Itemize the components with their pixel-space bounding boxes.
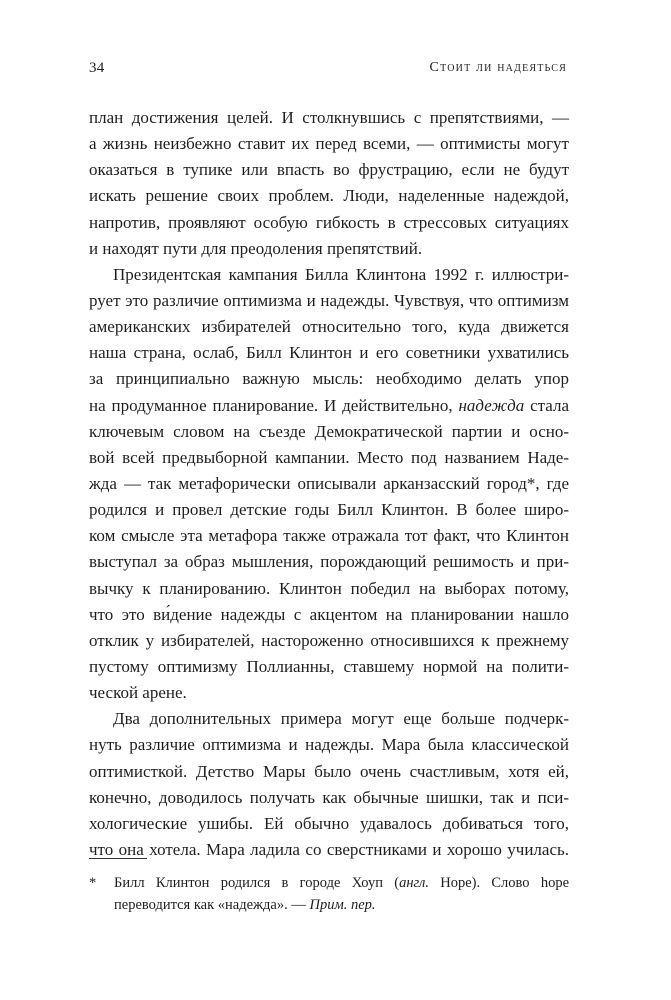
text-line: за принципиально важную мысль: необходимо делать упор bbox=[89, 369, 569, 389]
text-line: хологические ушибы. Ей обычно удавалось добиваться того, bbox=[89, 813, 569, 833]
text-line: что она хотела. Мара ладила со сверстниками и хорошо училась. bbox=[89, 839, 569, 859]
text-line: оказаться в тупике или впасть во фрустрацию, если не будут bbox=[89, 160, 569, 180]
text-line: пустому оптимизму Поллианны, ставшему нормой на полити- bbox=[89, 656, 569, 676]
emphasis-word: Прим. пер. bbox=[309, 897, 376, 913]
page-number: 34 bbox=[89, 60, 105, 76]
text-line: искать решение своих проблем. Люди, наделенные надеждой, bbox=[89, 186, 569, 206]
text-line: а жизнь неизбежно ставит их перед всеми, — оптимисты могут bbox=[89, 134, 569, 154]
text-line: отклик у избирателей, настороженно относившихся к прежнему bbox=[89, 630, 569, 650]
text-line: ком смысле эта метафора также отражала тот факт, что Клинтон bbox=[89, 526, 569, 546]
emphasis-word: надежда bbox=[458, 395, 525, 415]
text-line: ключевым словом на съезде Демократической партии и осно- bbox=[89, 421, 569, 441]
text-line: нуть различие оптимизма и надежды. Мара была классической bbox=[89, 735, 569, 755]
text-segment: на продуманное планирование. И действительно, bbox=[89, 395, 459, 415]
text-line: конечно, доводилось получать как обычные шишки, так и пси- bbox=[89, 787, 569, 807]
text-segment: переводится как «надежда». — bbox=[114, 897, 310, 913]
text-line-with-emphasis bbox=[89, 393, 569, 419]
text-line: наша страна, ослаб, Билл Клинтон и его советники ухватились bbox=[89, 343, 569, 363]
paragraph bbox=[89, 706, 569, 863]
footnote-line bbox=[89, 872, 569, 894]
text-segment: Билл Клинтон родился в городе Хоуп ( bbox=[114, 875, 400, 891]
running-title: Стоит ли надеяться bbox=[429, 60, 567, 75]
text-line: родился и провел детские годы Билл Клинтон. В более широ- bbox=[89, 500, 569, 520]
paragraph bbox=[89, 105, 569, 262]
text-line: напротив, проявляют особую гибкость в стрессовых ситуациях bbox=[89, 212, 569, 232]
text-line: Президентская кампания Билла Клинтона 1992 г. иллюстри- bbox=[113, 264, 569, 284]
text-line: рует это различие оптимизма и надежды. Чувствуя, что оптимизм bbox=[89, 290, 569, 310]
text-line: план достижения целей. И столкнувшись с препятствиями, — bbox=[89, 108, 569, 127]
paragraph bbox=[89, 262, 569, 706]
footnote-divider bbox=[89, 858, 147, 859]
running-head bbox=[89, 60, 567, 80]
text-line: вычку к планированию. Клинтон победил на выборах потому, bbox=[89, 578, 569, 598]
text-line: жда — так метафорически описывали арканзасский город*, где bbox=[89, 473, 569, 493]
text-line: выступал за образ мышления, порождающий решимость и при- bbox=[89, 552, 569, 572]
emphasis-word: англ. bbox=[399, 875, 429, 891]
text-line: и находят пути для преодоления препятствий. bbox=[89, 238, 423, 258]
text-line: оптимисткой. Детство Мары было очень счастливым, хотя ей, bbox=[89, 761, 569, 781]
text-line: Два дополнительных примера могут еще больше подчерк- bbox=[113, 709, 569, 729]
footnote-line bbox=[89, 894, 569, 916]
body-text bbox=[89, 105, 569, 863]
text-segment: Hope). Слово hope bbox=[428, 875, 570, 891]
text-line: вой всей предвыборной кампании. Место под названием Наде- bbox=[89, 447, 569, 467]
footnote-marker: * bbox=[89, 875, 97, 891]
text-line: что это ви́дение надежды с акцентом на планировании нашло bbox=[89, 604, 569, 624]
text-line: американских избирателей относительно того, куда движется bbox=[89, 317, 569, 337]
text-segment: стала bbox=[524, 395, 570, 415]
text-line: ческой арене. bbox=[89, 683, 187, 703]
footnote bbox=[89, 872, 569, 916]
